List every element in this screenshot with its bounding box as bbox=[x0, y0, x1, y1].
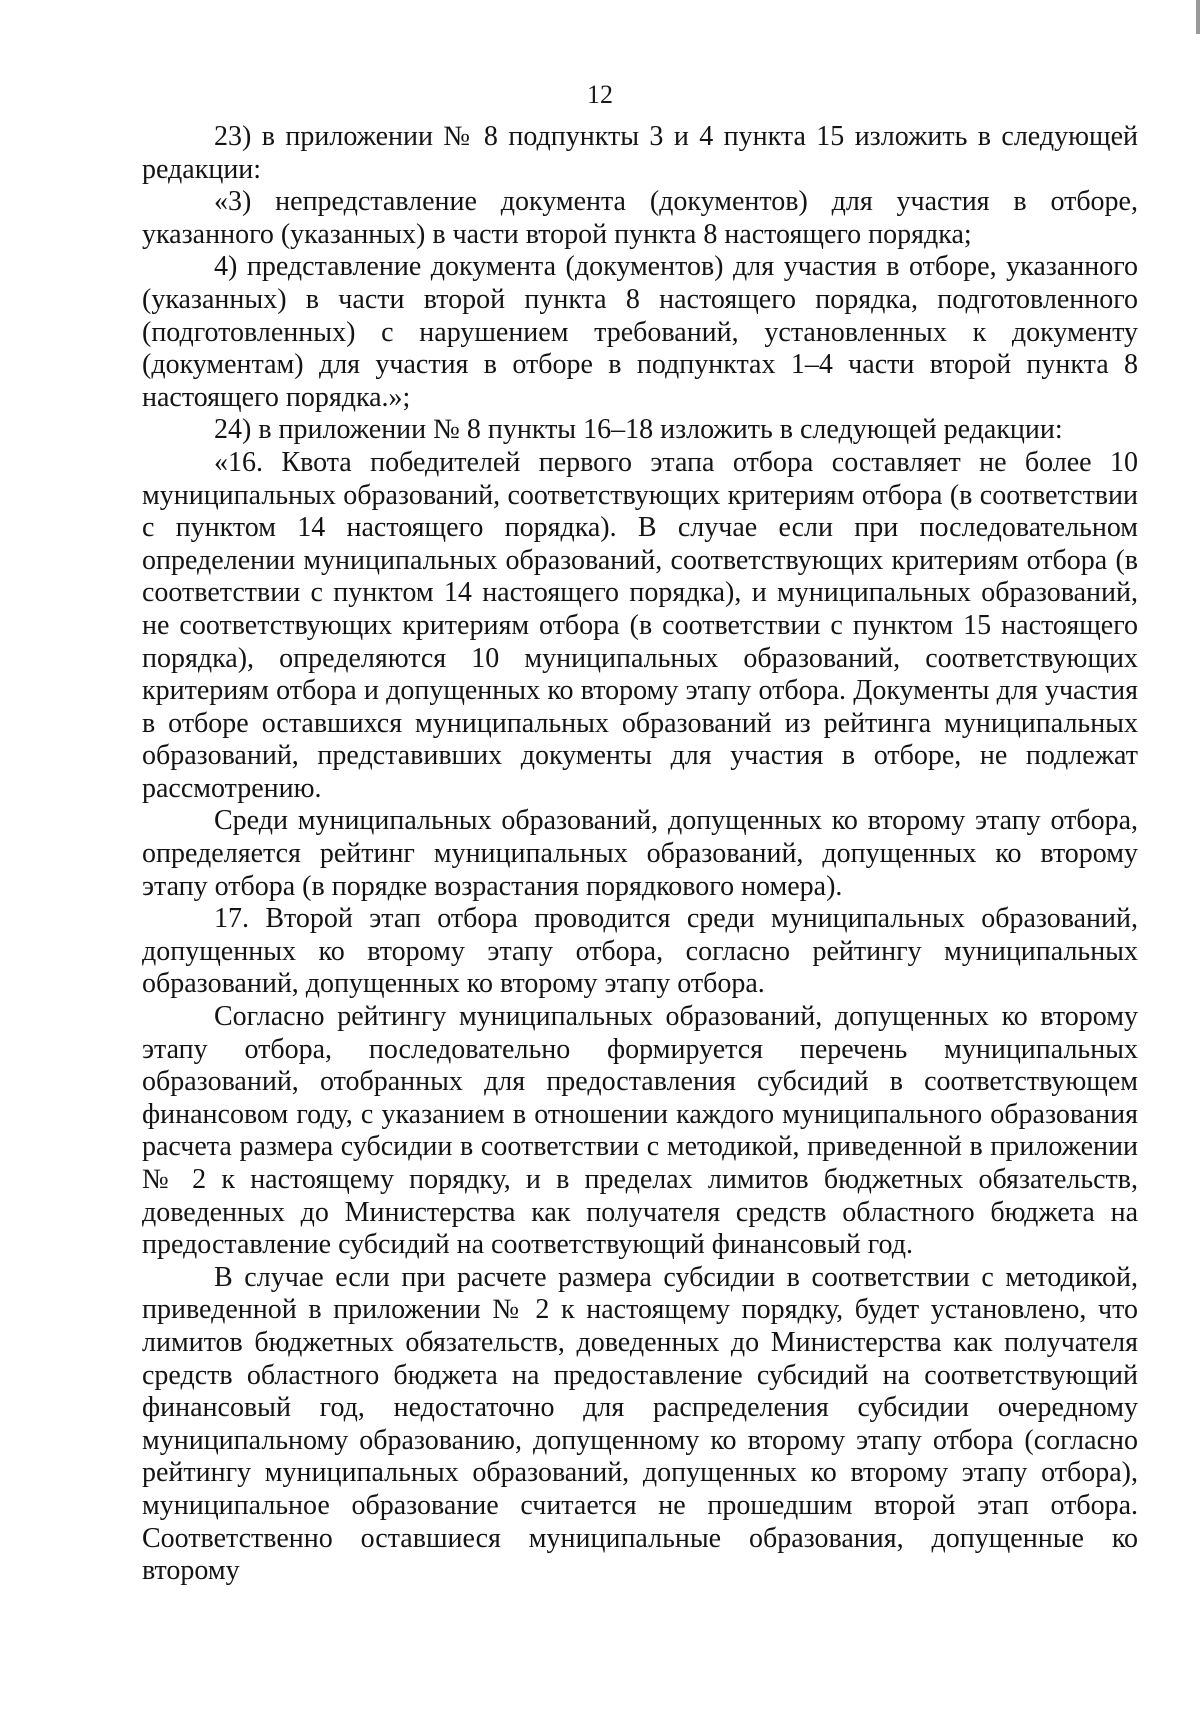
document-body bbox=[142, 121, 1138, 1588]
paragraph-list-formation: Согласно рейтингу муниципальных образований, допущенных ко второму этапу отбора, последовательно формируется перечень муниципальных образований, отобранных для предоставления субсидий в соответствующем финансовом году, с указанием в отношении каждого муниципального образования расчета размера субсидии в соответствии с методикой, приведенной в приложении № 2 к настоящему порядку, и в пределах лимитов бюджетных обязательств, доведенных до Министерства как получателя средств областного бюджета на предоставление субсидий на соответствующий финансовый год. bbox=[142, 1001, 1138, 1261]
paragraph-point-17: 17. Второй этап отбора проводится среди муниципальных образований, допущенных ко второму этапу отбора, согласно рейтингу муниципальных образований, допущенных ко второму этапу отбора. bbox=[142, 903, 1138, 1000]
paragraph-rating: Среди муниципальных образований, допущенных ко второму этапу отбора, определяется рейтинг муниципальных образований, допущенных ко второму этапу отбора (в порядке возрастания порядкового номера). bbox=[142, 805, 1138, 902]
paragraph-subitem-3: «3) непредставление документа (документов) для участия в отборе, указанного (указанных) в части второй пункта 8 настоящего порядка; bbox=[142, 186, 1138, 250]
paragraph-insufficient-limits: В случае если при расчете размера субсидии в соответствии с методикой, приведенной в приложении № 2 к настоящему порядку, будет установлено, что лимитов бюджетных обязательств, доведенных до Министерства как получателя средств областного бюджета на предоставление субсидий на соответствующий финансовый год, недостаточно для распределения субсидии очередному муниципальному образованию, допущенному ко второму этапу отбора (согласно рейтингу муниципальных образований, допущенных ко второму этапу отбора), муниципальное образование считается не прошедшим второй этап отбора. Соответственно оставшиеся муниципальные образования, допущенные ко второму bbox=[142, 1261, 1138, 1587]
paragraph-item-23: 23) в приложении № 8 подпункты 3 и 4 пункта 15 изложить в следующей редакции: bbox=[142, 121, 1138, 185]
paragraph-subitem-4: 4) представление документа (документов) для участия в отборе, указанного (указанных) в части второй пункта 8 настоящего порядка, подготовленного (подготовленных) с нарушением требований, установленных к документу (документам) для участия в отборе в подпунктах 1–4 части второй пункта 8 настоящего порядка.»; bbox=[142, 251, 1138, 413]
paragraph-point-16: «16. Квота победителей первого этапа отбора составляет не более 10 муниципальных образований, соответствующих критериям отбора (в соответствии с пунктом 14 настоящего порядка). В случае если при последовательном определении муниципальных образований, соответствующих критериям отбора (в соответствии с пунктом 14 настоящего порядка), и муниципальных образований, не соответствующих критериям отбора (в соответствии с пунктом 15 настоящего порядка), определяются 10 муниципальных образований, соответствующих критериям отбора и допущенных ко второму этапу отбора. Документы для участия в отборе оставшихся муниципальных образований из рейтинга муниципальных образований, представивших документы для участия в отборе, не подлежат рассмотрению. bbox=[142, 446, 1138, 804]
paragraph-item-24: 24) в приложении № 8 пункты 16–18 изложить в следующей редакции: bbox=[214, 414, 1063, 446]
page-number: 12 bbox=[587, 80, 613, 109]
scan-edge-mark bbox=[1196, 0, 1200, 34]
